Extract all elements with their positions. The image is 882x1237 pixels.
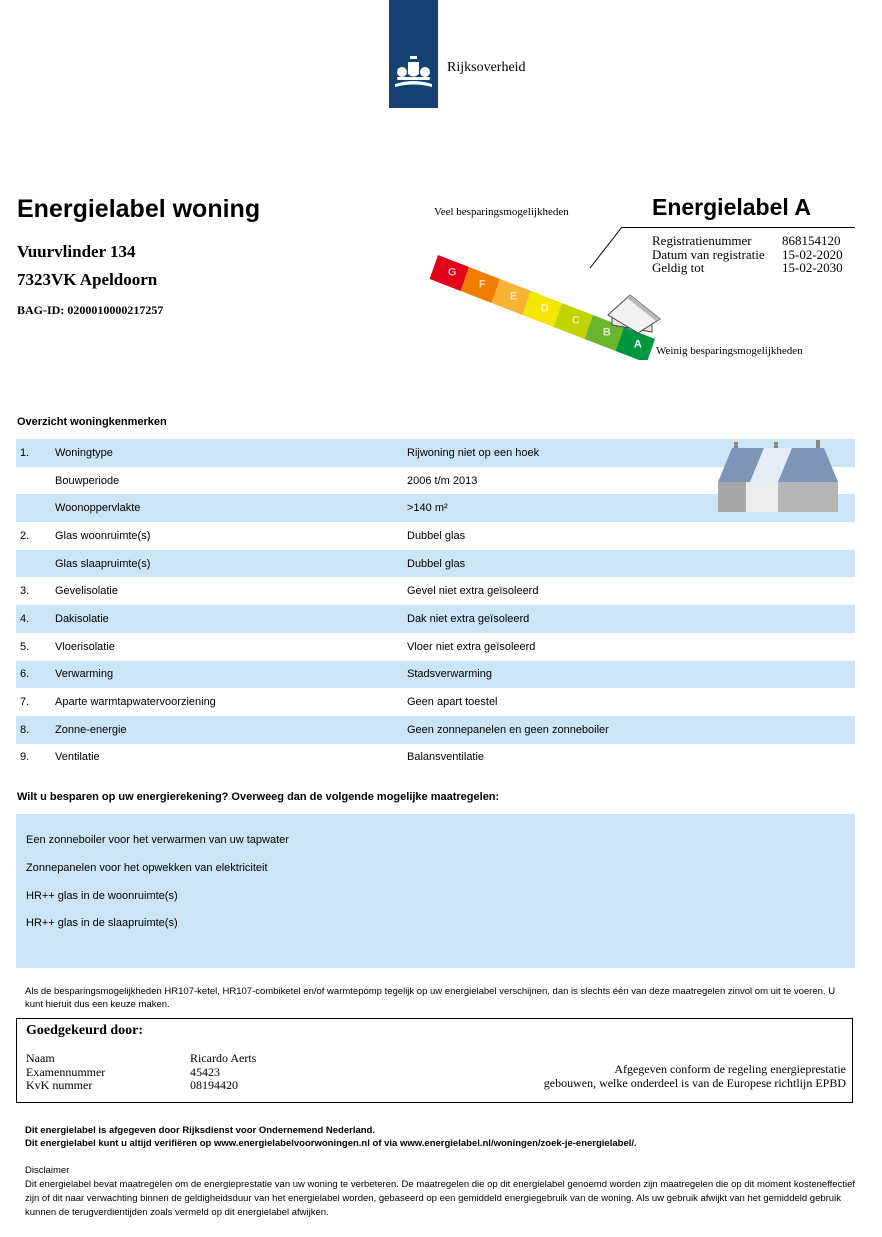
row-value: Gevel niet extra geïsoleerd: [407, 585, 539, 598]
energy-class-letter: G: [447, 266, 457, 279]
row-number: 7.: [20, 696, 30, 709]
disclaimer: [25, 1164, 855, 1220]
issuer-line: Dit energielabel is afgegeven door Rijksdienst voor Ondernemend Nederland.: [25, 1125, 376, 1136]
exam-value: 45423: [190, 1064, 220, 1079]
registration-value: 868154120: [782, 233, 841, 248]
row-number: 4.: [20, 612, 30, 625]
disclaimer-text: Dit energielabel bevat maatregelen om de energieprestatie van uw woning te verbeteren. De maatregelen die op dit energielabel genoemd worden zijn maatregelen die op dit moment kosteneffectief zijn of dit naar verwachting binnen de geldigheidsduur van het energielabel worden, gebaseerd op een gemiddeld energiegebruik van de woning. Als uw gebruik afwijkt van het gemiddeld gebruik kunnen de terugverdientijden zoals vermeld op dit energielabel afwijken.: [25, 1179, 856, 1218]
row-value: Rijwoning niet op een hoek: [407, 446, 540, 459]
row-value: Dubbel glas: [407, 557, 466, 570]
name-key: Naam: [26, 1051, 55, 1065]
row-label: Vloerisolatie: [55, 640, 115, 653]
registration-info: [652, 234, 843, 275]
registration-value: 15-02-2020: [782, 246, 843, 262]
name-value: Ricardo Aerts: [190, 1051, 257, 1065]
row-value: 2006 t/m 2013: [407, 474, 478, 487]
registration-row: [652, 261, 843, 275]
list-item: HR++ glas in de woonruimte(s): [26, 890, 178, 902]
row-label: Woningtype: [55, 446, 113, 459]
row-label: Dakisolatie: [55, 612, 109, 625]
row-number: 9.: [20, 751, 30, 764]
row-number: 5.: [20, 640, 30, 653]
scale-top-caption: Veel besparingsmogelijkheden: [434, 206, 569, 218]
measures-list: [16, 814, 855, 968]
row-house-icon: [714, 440, 839, 516]
energy-label-title: Energielabel A: [652, 194, 811, 220]
row-value: >140 m²: [407, 502, 448, 515]
energy-class-letter: C: [571, 314, 580, 327]
row-number: 6.: [20, 668, 30, 681]
registration-row: [652, 234, 843, 248]
registration-key: Registratienummer: [652, 233, 752, 248]
row-label: Woonoppervlakte: [55, 502, 141, 515]
issuer-info: [25, 1124, 637, 1150]
row-label: Verwarming: [55, 668, 114, 681]
table-row: [16, 661, 855, 689]
kvk-key: KvK nummer: [26, 1078, 93, 1092]
measures-question: Wilt u besparen op uw energierekening? Overweeg dan de volgende mogelijke maatregelen:: [17, 791, 500, 803]
registration-key: Geldig tot: [652, 260, 705, 275]
row-label: Bouwperiode: [55, 474, 120, 487]
kvk-value: 08194420: [190, 1078, 238, 1092]
document-title: Energielabel woning: [17, 195, 261, 223]
row-number: 2.: [20, 529, 30, 542]
table-row: [16, 605, 855, 633]
table-row: [16, 688, 855, 716]
disclaimer-title: Disclaimer: [25, 1165, 70, 1176]
table-row: [16, 744, 855, 772]
scale-bottom-caption: Weinig besparingsmogelijkheden: [656, 345, 803, 357]
row-label: Gevelisolatie: [55, 585, 118, 598]
energy-class-letter: D: [540, 302, 549, 315]
energy-class-letter: F: [478, 278, 486, 291]
conformity-line: gebouwen, welke onderdeel is van de Europese richtlijn EPBD: [543, 1075, 846, 1090]
divider: [622, 227, 855, 228]
row-number: 1.: [20, 446, 30, 459]
row-label: Zonne-energie: [55, 723, 127, 736]
row-number: 3.: [20, 585, 30, 598]
logo-text: Rijksoverheid: [447, 60, 526, 75]
list-item: HR++ glas in de slaapruimte(s): [26, 917, 178, 929]
row-value: Vloer niet extra geïsoleerd: [407, 640, 536, 653]
energy-class-letter: E: [509, 290, 518, 303]
address-city: 7323VK Apeldoorn: [17, 270, 158, 289]
measures-note: Als de besparingsmogelijkheden HR107-ketel, HR107-combiketel en/of warmtepomp tegelijk op uw energielabel verschijnen, dan is slechts één van deze maatregelen zinvol om uit te voeren. U kunt hieruit dus een keuze maken.: [25, 986, 836, 1010]
energy-class-letter: B: [602, 326, 611, 339]
row-value: Balansventilatie: [407, 751, 485, 764]
row-value: Geen zonnepanelen en geen zonneboiler: [407, 723, 609, 736]
verify-line: Dit energielabel kunt u altijd verifiëren op www.energielabelvoorwoningen.nl of via www.energielabel.nl/woningen/zoek-je-energielabel/.: [25, 1138, 637, 1149]
row-value: Geen apart toestel: [407, 696, 498, 709]
overview-title: Overzicht woningkenmerken: [17, 416, 167, 428]
coat-of-arms-icon: [389, 0, 438, 108]
list-item: Een zonneboiler voor het verwarmen van uw tapwater: [26, 834, 289, 846]
approval-box: [16, 1018, 853, 1103]
address-street: Vuurvlinder 134: [17, 242, 136, 261]
rijksoverheid-logo: [389, 0, 438, 108]
conformity-line: Afgegeven conform de regeling energieprestatie: [614, 1062, 846, 1076]
row-value: Stadsverwarming: [407, 668, 492, 681]
row-label: Aparte warmtapwatervoorziening: [55, 696, 216, 709]
approval-title: Goedgekeurd door:: [26, 1023, 144, 1038]
list-item: Zonnepanelen voor het opwekken van elektriciteit: [26, 862, 268, 874]
conformity-statement: [544, 1063, 846, 1090]
table-row: [16, 633, 855, 661]
table-row: [16, 577, 855, 605]
row-label: Glas woonruimte(s): [55, 529, 151, 542]
registration-key: Datum van registratie: [652, 246, 765, 262]
registration-row: [652, 248, 843, 262]
row-value: Dubbel glas: [407, 529, 466, 542]
registration-value: 15-02-2030: [782, 260, 843, 275]
exam-key: Examennummer: [26, 1064, 106, 1079]
approval-keys: [26, 1052, 105, 1093]
bag-id: BAG-ID: 0200010000217257: [17, 303, 164, 317]
row-number: 8.: [20, 723, 30, 736]
row-label: Ventilatie: [55, 751, 100, 764]
table-row: [16, 550, 855, 578]
row-label: Glas slaapruimte(s): [55, 557, 151, 570]
energy-class-letter: A: [633, 338, 642, 351]
row-value: Dak niet extra geïsoleerd: [407, 612, 530, 625]
table-row: [16, 522, 855, 550]
energy-scale: [430, 225, 680, 360]
table-row: [16, 716, 855, 744]
approval-values: [190, 1052, 256, 1093]
